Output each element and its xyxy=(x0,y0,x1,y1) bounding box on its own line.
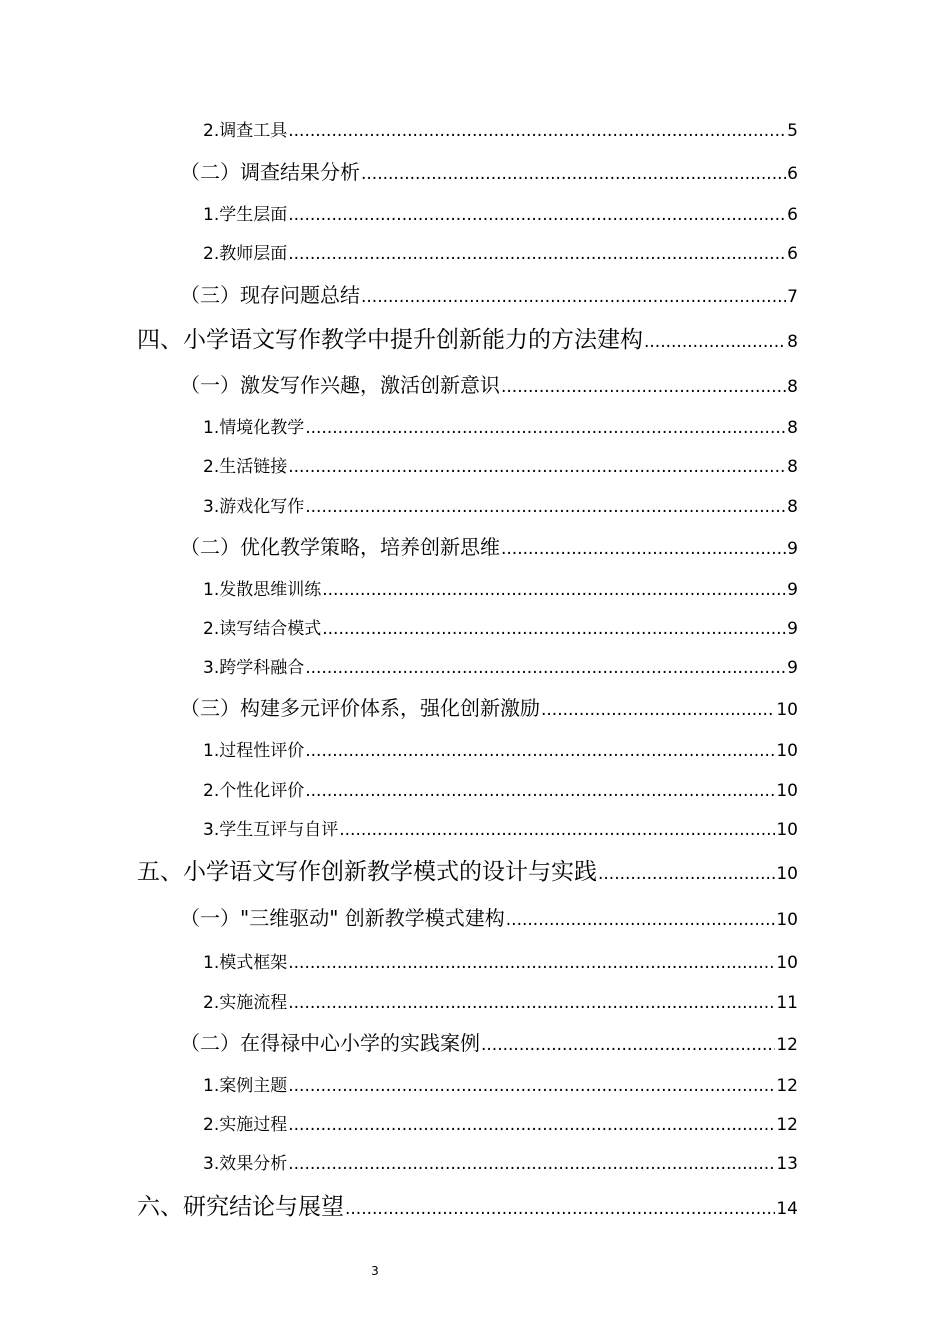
toc-dot-leader xyxy=(305,418,786,438)
toc-dot-leader xyxy=(339,820,775,840)
toc-dot-leader xyxy=(322,619,786,639)
toc-entry-page: 10 xyxy=(776,864,798,884)
toc-entry-page: 6 xyxy=(787,164,798,184)
toc-entry[interactable] xyxy=(203,492,798,517)
toc-entry[interactable] xyxy=(203,116,798,141)
toc-entry-title: （三）构建多元评价体系，强化创新激励 xyxy=(180,696,540,720)
toc-entry[interactable] xyxy=(180,692,798,721)
toc-entry-page: 11 xyxy=(776,993,798,1013)
toc-entry[interactable] xyxy=(180,531,798,560)
toc-dot-leader xyxy=(305,497,786,517)
toc-entry-title: 2.生活链接 xyxy=(203,457,288,477)
toc-entry-page: 10 xyxy=(776,910,798,930)
toc-entry[interactable] xyxy=(203,776,798,801)
toc-entry-title: 3.跨学科融合 xyxy=(203,658,305,678)
page-number: 3 xyxy=(371,1264,379,1278)
toc-entry-page: 8 xyxy=(787,418,798,438)
toc-entry[interactable] xyxy=(203,1110,798,1135)
toc-dot-leader xyxy=(361,164,786,184)
toc-entry[interactable] xyxy=(203,988,798,1013)
toc-dot-leader xyxy=(481,1035,775,1055)
toc-entry-title: 3.效果分析 xyxy=(203,1154,288,1174)
toc-entry-page: 9 xyxy=(787,658,798,678)
toc-entry[interactable] xyxy=(180,1027,798,1056)
toc-entry-title: 1.情境化教学 xyxy=(203,418,305,438)
toc-entry-title: 1.案例主题 xyxy=(203,1076,288,1096)
toc-dot-leader xyxy=(288,457,786,477)
toc-entry-title: （二）优化教学策略，培养创新思维 xyxy=(180,535,500,559)
toc-dot-leader xyxy=(305,658,786,678)
toc-entry[interactable] xyxy=(203,614,798,639)
toc-entry-title: 1.学生层面 xyxy=(203,205,288,225)
toc-entry-page: 9 xyxy=(787,619,798,639)
toc-entry-title: 2.教师层面 xyxy=(203,244,288,264)
toc-entry-page: 6 xyxy=(787,244,798,264)
toc-entry[interactable] xyxy=(203,815,798,840)
toc-entry-title: 3.学生互评与自评 xyxy=(203,820,339,840)
toc-entry-title: 2.调查工具 xyxy=(203,121,288,141)
toc-entry-page: 9 xyxy=(787,580,798,600)
toc-dot-leader xyxy=(288,993,775,1013)
toc-entry[interactable] xyxy=(203,413,798,438)
toc-entry-page: 5 xyxy=(787,121,798,141)
toc-entry-title: （一）激发写作兴趣，激活创新意识 xyxy=(180,373,500,397)
toc-entry[interactable] xyxy=(203,575,798,600)
toc-entry-page: 7 xyxy=(787,287,798,307)
toc-dot-leader xyxy=(305,741,775,761)
toc-entry[interactable] xyxy=(203,1071,798,1096)
toc-dot-leader xyxy=(288,1076,775,1096)
toc-entry[interactable] xyxy=(203,452,798,477)
toc-dot-leader xyxy=(322,580,786,600)
toc-dot-leader xyxy=(506,910,776,930)
toc-entry-page: 10 xyxy=(776,781,798,801)
toc-entry-title: 1.发散思维训练 xyxy=(203,580,322,600)
toc-entry-page: 10 xyxy=(776,820,798,840)
toc-entry-title: 3.游戏化写作 xyxy=(203,497,305,517)
toc-entry[interactable] xyxy=(203,736,798,761)
toc-dot-leader xyxy=(288,244,786,264)
toc-dot-leader xyxy=(598,864,775,884)
toc-entry-page: 8 xyxy=(787,377,798,397)
toc-entry[interactable] xyxy=(203,653,798,678)
toc-entry-title: 2.实施过程 xyxy=(203,1115,288,1135)
toc-entry-title: 2.读写结合模式 xyxy=(203,619,322,639)
toc-dot-leader xyxy=(541,700,775,720)
toc-entry-page: 12 xyxy=(776,1035,798,1055)
toc-entry-page: 8 xyxy=(787,497,798,517)
toc-entry-title: （一）"三维驱动" 创新教学模式建构 xyxy=(180,906,505,930)
toc-entry-page: 12 xyxy=(776,1115,798,1135)
toc-entry-page: 14 xyxy=(776,1199,798,1219)
toc-entry[interactable] xyxy=(203,948,798,973)
toc-entry-title: 2.个性化评价 xyxy=(203,781,305,801)
toc-dot-leader xyxy=(501,539,786,559)
toc-entry-page: 10 xyxy=(776,741,798,761)
toc-entry-title: （二）在得禄中心小学的实践案例 xyxy=(180,1031,480,1055)
toc-dot-leader xyxy=(288,953,775,973)
toc-entry-page: 13 xyxy=(776,1154,798,1174)
toc-entry[interactable] xyxy=(180,279,798,308)
toc-entry-page: 9 xyxy=(787,539,798,559)
toc-entry-page: 8 xyxy=(787,457,798,477)
toc-dot-leader xyxy=(644,332,786,352)
toc-entry-title: 2.实施流程 xyxy=(203,993,288,1013)
toc-dot-leader xyxy=(288,1115,775,1135)
toc-entry[interactable] xyxy=(203,239,798,264)
toc-entry-title: 1.模式框架 xyxy=(203,953,288,973)
toc-dot-leader xyxy=(305,781,775,801)
toc-dot-leader xyxy=(288,121,786,141)
toc-entry[interactable] xyxy=(180,369,798,398)
toc-dot-leader xyxy=(361,287,786,307)
toc-entry-page: 8 xyxy=(787,332,798,352)
toc-entry[interactable] xyxy=(203,200,798,225)
toc-entry-page: 12 xyxy=(776,1076,798,1096)
toc-entry[interactable] xyxy=(203,1149,798,1174)
toc-entry-title: 四、小学语文写作教学中提升创新能力的方法建构 xyxy=(137,327,643,353)
toc-entry[interactable] xyxy=(137,321,798,354)
toc-dot-leader xyxy=(288,205,786,225)
toc-entry-title: 1.过程性评价 xyxy=(203,741,305,761)
toc-entry-page: 6 xyxy=(787,205,798,225)
toc-entry-title: 六、研究结论与展望 xyxy=(137,1194,344,1220)
toc-entry[interactable] xyxy=(180,156,798,185)
toc-entry-page: 10 xyxy=(776,953,798,973)
toc-entry[interactable] xyxy=(137,853,798,886)
toc-entry-title: （三）现存问题总结 xyxy=(180,283,360,307)
toc-entry[interactable] xyxy=(180,902,798,931)
toc-entry-page: 10 xyxy=(776,700,798,720)
toc-dot-leader xyxy=(288,1154,775,1174)
toc-dot-leader xyxy=(345,1199,775,1219)
toc-entry[interactable] xyxy=(137,1188,798,1221)
toc-dot-leader xyxy=(501,377,786,397)
toc-entry-title: （二）调查结果分析 xyxy=(180,160,360,184)
toc-entry-title: 五、小学语文写作创新教学模式的设计与实践 xyxy=(137,859,597,885)
